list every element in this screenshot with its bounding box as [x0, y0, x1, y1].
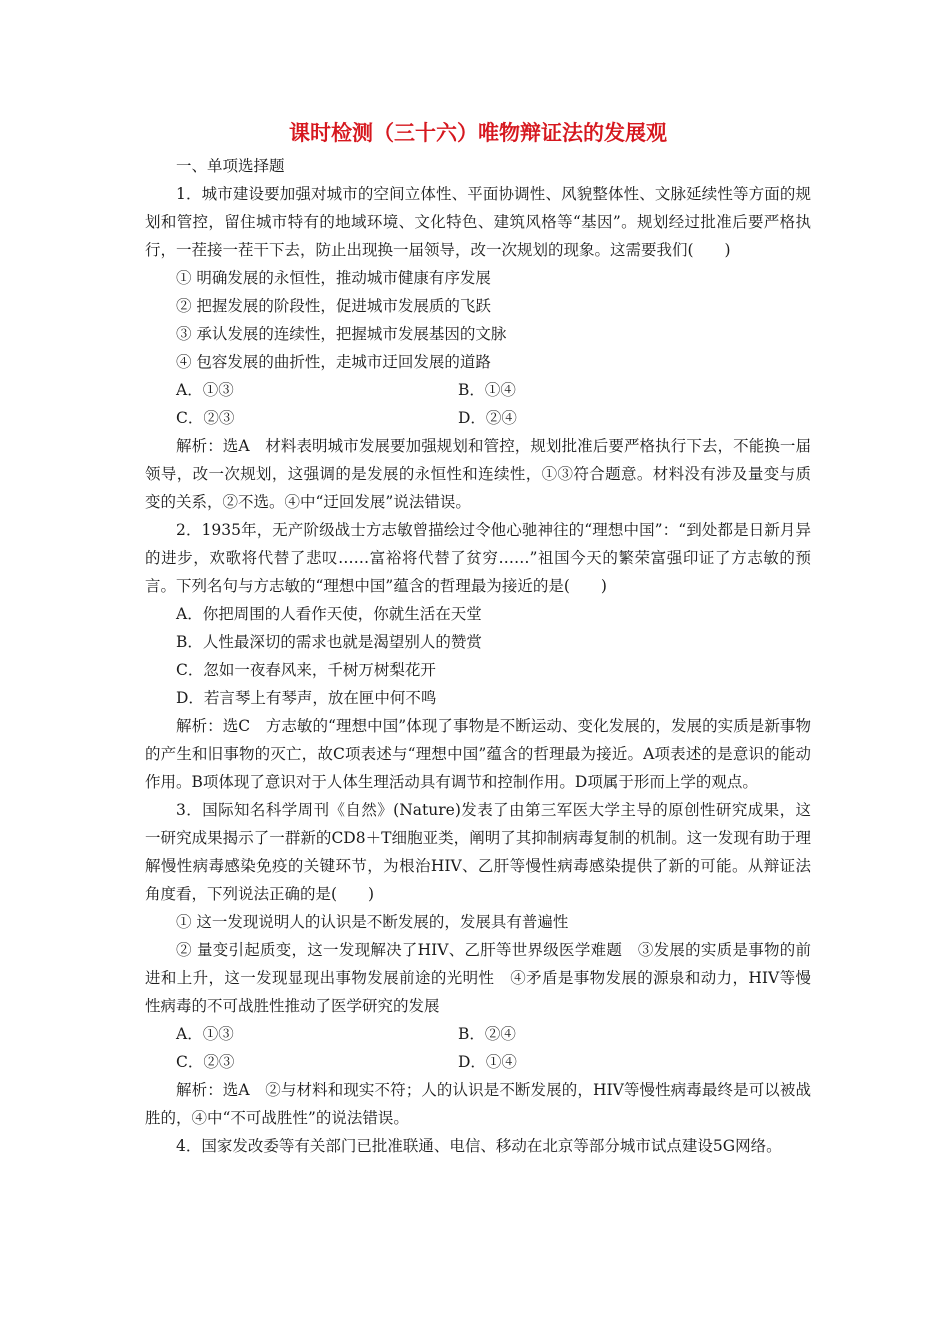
question-3-options-row: [145, 1020, 811, 1048]
question-1-options-row: [145, 404, 811, 432]
question-3-analysis: 解析：选A ②与材料和现实不符；人的认识是不断发展的，HIV等慢性病毒最终是可以被战胜的，④中“不可战胜性”的说法错误。: [145, 1081, 811, 1127]
question-3-items: ② 量变引起质变，这一发现解决了HIV、乙肝等世界级医学难题 ③发展的实质是事物的前进和上升，这一发现显现出事物发展前途的光明性 ④矛盾是事物发展的源泉和动力，HIV等慢性病毒的不可战胜性推动了医学研究的发展: [145, 941, 811, 1015]
option-c: C．忽如一夜春风来，千树万树梨花开: [176, 661, 436, 679]
option-b: B．②④: [458, 1025, 516, 1043]
page-title: 课时检测（三十六）唯物辩证法的发展观: [289, 121, 667, 145]
option-a: A．你把周围的人看作天使，你就生活在天堂: [176, 605, 482, 623]
question-1-analysis: 解析：选A 材料表明城市发展要加强规划和管控，规划批准后要严格执行下去，不能换一届领导，改一次规划，这强调的是发展的永恒性和连续性，①③符合题意。材料没有涉及量变与质变的关系，②不选。④中“迂回发展”说法错误。: [145, 437, 811, 511]
option-c: C．②③: [176, 1053, 235, 1071]
option-a: A．①③: [176, 381, 234, 399]
question-3-item: ① 这一发现说明人的认识是不断发展的，发展具有普遍性: [176, 913, 569, 931]
question-1-item: ④ 包容发展的曲折性，走城市迂回发展的道路: [176, 353, 491, 371]
question-1-item: ② 把握发展的阶段性，促进城市发展质的飞跃: [176, 297, 491, 315]
option-b: B．①④: [458, 381, 516, 399]
question-3-stem: 3．国际知名科学周刊《自然》(Nature)发表了由第三军医大学主导的原创性研究成果，这一研究成果揭示了一群新的CD8＋T细胞亚类，阐明了其抑制病毒复制的机制。这一发现有助于理解慢性病毒感染免疫的关键环节，为根治HIV、乙肝等慢性病毒感染提供了新的可能。从辩证法角度看，下列说法正确的是( ): [145, 801, 811, 903]
option-d: D．②④: [458, 409, 517, 427]
option-b: B．人性最深切的需求也就是渴望别人的赞赏: [176, 633, 482, 651]
option-d: D．若言琴上有琴声，放在匣中何不鸣: [176, 689, 437, 707]
question-2-stem: 2．1935年，无产阶级战士方志敏曾描绘过令他心驰神往的“理想中国”：“到处都是日新月异的进步，欢歌将代替了悲叹……富裕将代替了贫穷……”祖国今天的繁荣富强印证了方志敏的预言。下列名句与方志敏的“理想中国”蕴含的哲理最为接近的是( ): [145, 521, 811, 595]
question-1-item: ① 明确发展的永恒性，推动城市健康有序发展: [176, 269, 491, 287]
question-1-options-row: [145, 376, 811, 404]
document-page: [145, 118, 811, 1160]
option-a: A．①③: [176, 1025, 234, 1043]
question-1-stem: 1．城市建设要加强对城市的空间立体性、平面协调性、风貌整体性、文脉延续性等方面的规划和管控，留住城市特有的地域环境、文化特色、建筑风格等“基因”。规划经过批准后要严格执行，一茬接一茬干下去，防止出现换一届领导，改一次规划的现象。这需要我们( ): [145, 185, 811, 259]
question-4-stem: 4．国家发改委等有关部门已批准联通、电信、移动在北京等部分城市试点建设5G网络。: [176, 1137, 782, 1155]
question-1-item: ③ 承认发展的连续性，把握城市发展基因的文脉: [176, 325, 507, 343]
option-c: C．②③: [176, 409, 235, 427]
question-2-analysis: 解析：选C 方志敏的“理想中国”体现了事物是不断运动、变化发展的，发展的实质是新事物的产生和旧事物的灭亡，故C项表述与“理想中国”蕴含的哲理最为接近。A项表述的是意识的能动作用。B项体现了意识对于人体生理活动具有调节和控制作用。D项属于形而上学的观点。: [145, 717, 811, 791]
question-3-options-row: [145, 1048, 811, 1076]
option-d: D．①④: [458, 1053, 517, 1071]
section-heading: 一、单项选择题: [176, 157, 285, 175]
